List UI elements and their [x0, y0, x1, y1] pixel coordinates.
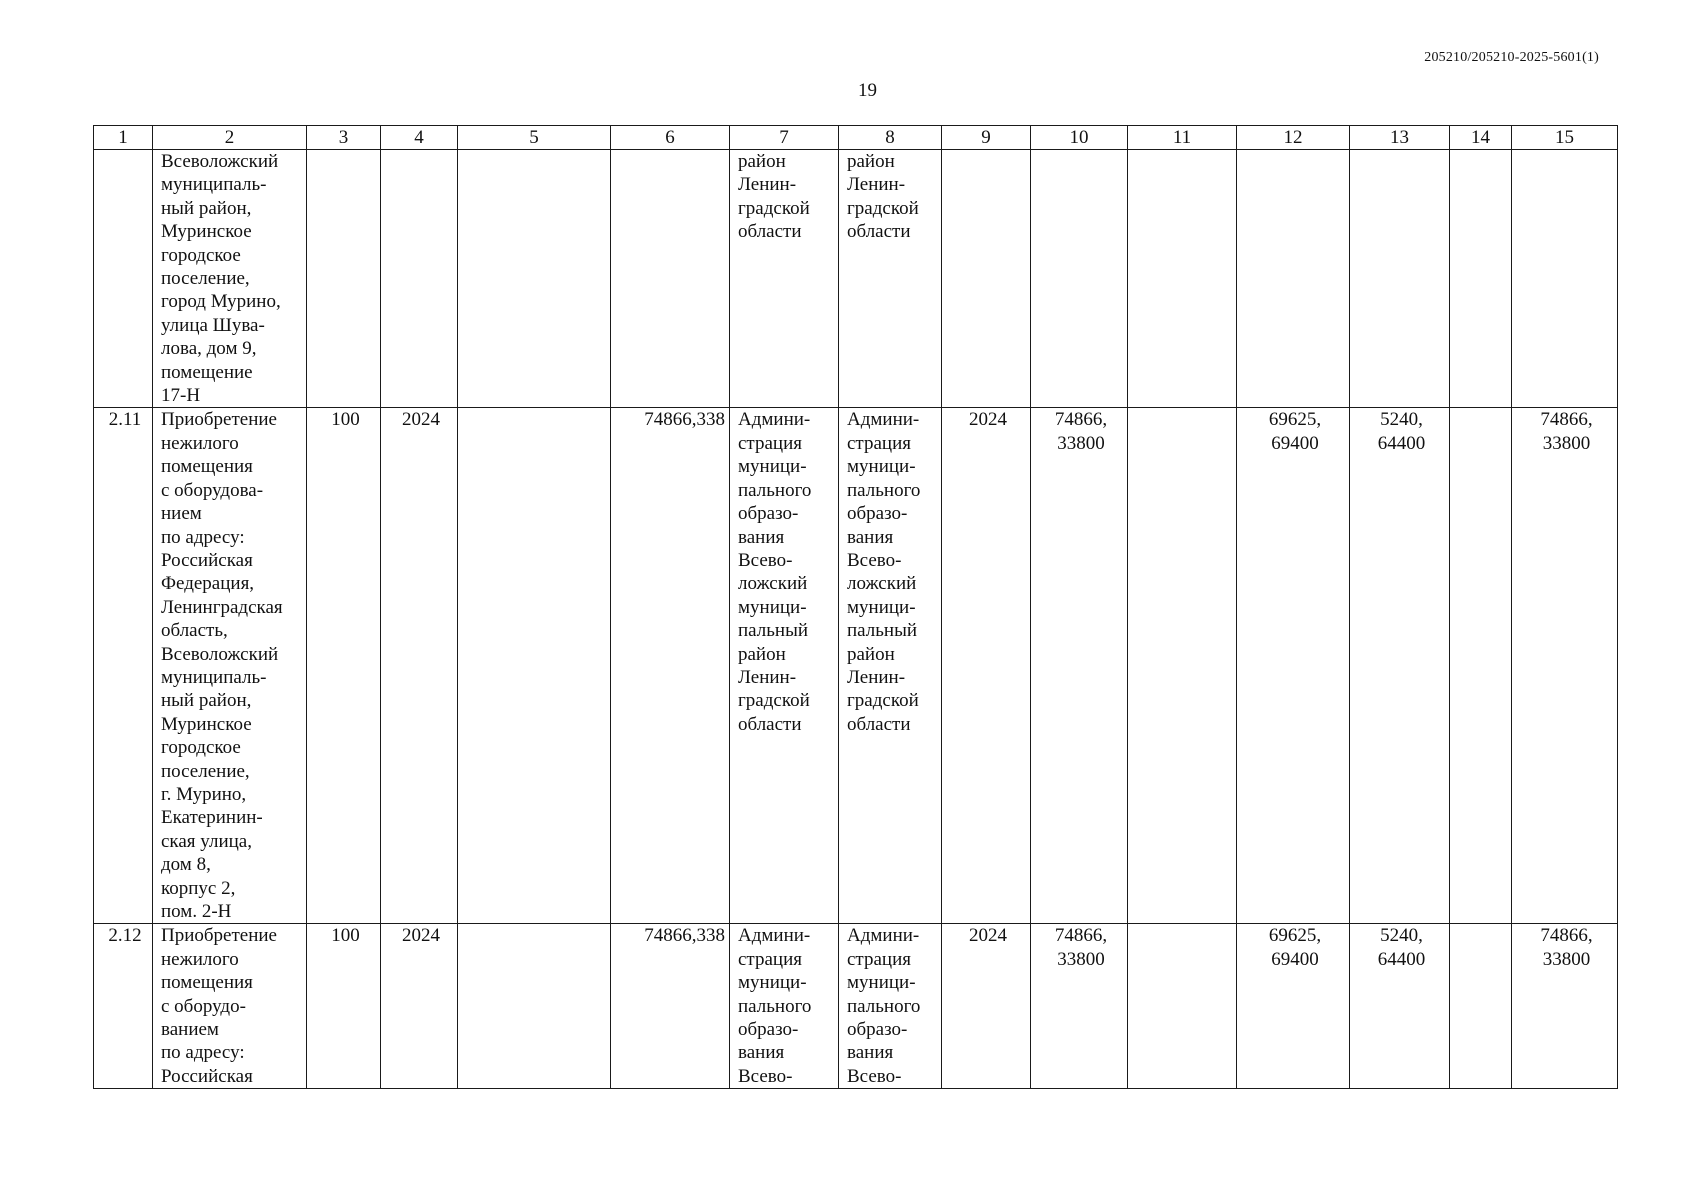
- cell-line: 33800: [1542, 948, 1591, 970]
- amount-total-cell: [1031, 408, 1128, 924]
- year-start-cell: 2024: [381, 408, 458, 924]
- total-cost-cell: 74866,338: [611, 924, 730, 1089]
- column-header: 12: [1237, 126, 1350, 150]
- cell-line: образо-: [847, 503, 908, 525]
- cell-line: муниципаль-: [161, 666, 267, 688]
- cell-line: район: [738, 643, 786, 665]
- cell-line: вания: [738, 1042, 785, 1064]
- row-number-cell: 2.12: [94, 924, 153, 1089]
- cell-line: Админи-: [738, 925, 811, 947]
- cell-line: городское: [161, 737, 241, 759]
- cell-line: Админи-: [738, 409, 811, 431]
- cell-line: страция: [738, 948, 802, 970]
- cell-line: 74866,: [1054, 925, 1108, 947]
- cell-line: пальный: [847, 620, 918, 642]
- customer-cell: [730, 924, 839, 1089]
- amount-sum-cell: [1512, 924, 1618, 1089]
- page-number: 19: [858, 80, 877, 101]
- cell-line: Российская: [161, 549, 253, 571]
- cell-line: Всеволожский: [161, 151, 279, 172]
- cell-line: Российская: [161, 1065, 253, 1087]
- developer-cell: [839, 408, 942, 924]
- cell-line: г. Мурино,: [161, 783, 247, 805]
- cell-line: дом 8,: [161, 854, 211, 876]
- cell-line: области: [847, 713, 911, 735]
- col-5-cell: [458, 408, 611, 924]
- cell-line: градской: [847, 197, 919, 219]
- cell-line: пального: [847, 995, 921, 1017]
- column-header: 2: [153, 126, 307, 150]
- cell-line: 74866,: [1540, 409, 1593, 431]
- col-11-cell: [1128, 150, 1237, 408]
- amount-total-cell: [1031, 150, 1128, 408]
- cell-line: Ленин-: [738, 174, 797, 196]
- cell-line: Всево-: [847, 549, 902, 571]
- cell-line: помещения: [161, 456, 253, 478]
- cell-line: 64400: [1377, 432, 1426, 454]
- cell-line: ложский: [738, 573, 808, 595]
- customer-cell: [730, 408, 839, 924]
- col-14-cell: [1450, 924, 1512, 1089]
- cell-line: поселение,: [161, 760, 250, 782]
- cell-line: пального: [847, 479, 921, 501]
- cell-line: ный район,: [161, 690, 252, 712]
- amount-regional-cell: [1237, 150, 1350, 408]
- col-14-cell: [1450, 150, 1512, 408]
- developer-cell: [839, 150, 942, 408]
- cell-line: муници-: [847, 596, 916, 618]
- cell-line: Админи-: [847, 409, 920, 431]
- percent-cell: 100: [307, 408, 381, 924]
- document-id: 205210/205210-2025-5601(1): [1424, 50, 1599, 65]
- cell-line: пом. 2-Н: [161, 901, 232, 922]
- cell-line: Ленинградская: [161, 596, 283, 618]
- table-body: [94, 150, 1618, 1089]
- total-cost-cell: 74866,338: [611, 408, 730, 924]
- cell-line: вания: [847, 1042, 894, 1064]
- cell-line: страция: [847, 948, 911, 970]
- amount-local-cell: [1350, 924, 1450, 1089]
- cell-line: градской: [738, 197, 810, 219]
- cell-line: город Мурино,: [161, 291, 281, 313]
- cell-line: ванием: [161, 1019, 219, 1041]
- year-start-cell: 2024: [381, 924, 458, 1089]
- budget-table: [93, 125, 1618, 1089]
- amount-sum-cell: [1512, 150, 1618, 408]
- cell-line: район: [847, 643, 895, 665]
- cell-line: Всево-: [738, 549, 793, 571]
- year-cell: 2024: [942, 408, 1031, 924]
- cell-line: образо-: [738, 503, 799, 525]
- cell-line: страция: [738, 432, 802, 454]
- cell-line: муници-: [847, 456, 916, 478]
- cell-line: 74866,: [1054, 409, 1108, 431]
- percent-cell: [307, 150, 381, 408]
- table-row: [94, 408, 1618, 924]
- cell-line: поселение,: [161, 268, 250, 290]
- cell-line: корпус 2,: [161, 877, 236, 899]
- cell-line: 5240,: [1380, 925, 1423, 947]
- header-row: [94, 126, 1618, 150]
- cell-line: 69625,: [1268, 925, 1322, 947]
- cell-line: помещение: [161, 361, 253, 383]
- cell-line: Екатеринин-: [161, 807, 263, 829]
- amount-total-cell: [1031, 924, 1128, 1089]
- cell-line: по адресу:: [161, 526, 245, 548]
- cell-line: ложский: [847, 573, 917, 595]
- cell-line: Муринское: [161, 713, 252, 735]
- col-11-cell: [1128, 924, 1237, 1089]
- cell-line: 17-Н: [161, 385, 201, 407]
- cell-line: Приобретение: [161, 409, 277, 431]
- cell-line: 33800: [1057, 432, 1105, 454]
- column-header: 14: [1450, 126, 1512, 150]
- cell-line: Всево-: [847, 1065, 902, 1087]
- cell-line: с оборудова-: [161, 479, 264, 501]
- cell-line: Муринское: [161, 221, 252, 243]
- cell-line: помещения: [161, 972, 253, 994]
- amount-sum-cell: [1512, 408, 1618, 924]
- cell-line: Всеволожский: [161, 643, 279, 665]
- cell-line: пального: [738, 479, 812, 501]
- cell-line: нием: [161, 503, 202, 525]
- cell-line: нежилого: [161, 948, 239, 970]
- cell-line: Ленин-: [738, 666, 797, 688]
- column-header: 1: [94, 126, 153, 150]
- amount-regional-cell: [1237, 924, 1350, 1089]
- cell-line: улица Шува-: [161, 314, 265, 336]
- object-description-cell: [153, 150, 307, 408]
- column-header: 13: [1350, 126, 1450, 150]
- cell-line: Админи-: [847, 925, 920, 947]
- column-header: 4: [381, 126, 458, 150]
- total-cost-cell: [611, 150, 730, 408]
- cell-line: пальный: [738, 620, 809, 642]
- cell-line: 69400: [1271, 432, 1319, 454]
- col-5-cell: [458, 150, 611, 408]
- cell-line: муници-: [738, 596, 807, 618]
- table-row: [94, 924, 1618, 1089]
- amount-local-cell: [1350, 408, 1450, 924]
- cell-line: области: [847, 221, 911, 243]
- row-number-cell: [94, 150, 153, 408]
- percent-cell: 100: [307, 924, 381, 1089]
- column-header: 5: [458, 126, 611, 150]
- column-header: 15: [1512, 126, 1618, 150]
- cell-line: образо-: [738, 1019, 799, 1041]
- cell-line: образо-: [847, 1019, 908, 1041]
- column-header: 7: [730, 126, 839, 150]
- cell-line: области: [738, 713, 802, 735]
- cell-line: вания: [738, 526, 785, 548]
- cell-line: муниципаль-: [161, 174, 267, 196]
- column-header: 6: [611, 126, 730, 150]
- cell-line: ская улица,: [161, 830, 252, 852]
- cell-line: области: [738, 221, 802, 243]
- cell-line: муници-: [847, 972, 916, 994]
- column-header: 8: [839, 126, 942, 150]
- customer-cell: [730, 150, 839, 408]
- cell-line: страция: [847, 432, 911, 454]
- cell-line: 69400: [1271, 948, 1319, 970]
- cell-line: 74866,: [1540, 925, 1593, 947]
- column-header: 3: [307, 126, 381, 150]
- col-14-cell: [1450, 408, 1512, 924]
- cell-line: ный район,: [161, 197, 252, 219]
- object-description-cell: [153, 924, 307, 1089]
- cell-line: муници-: [738, 972, 807, 994]
- cell-line: по адресу:: [161, 1042, 245, 1064]
- amount-local-cell: [1350, 150, 1450, 408]
- cell-line: вания: [847, 526, 894, 548]
- object-description-cell: [153, 408, 307, 924]
- col-5-cell: [458, 924, 611, 1089]
- cell-line: Ленин-: [847, 666, 906, 688]
- cell-line: 33800: [1057, 948, 1105, 970]
- year-cell: [942, 150, 1031, 408]
- cell-line: район: [847, 151, 895, 172]
- developer-cell: [839, 924, 942, 1089]
- year-start-cell: [381, 150, 458, 408]
- cell-line: градской: [738, 690, 810, 712]
- cell-line: Федерация,: [161, 573, 255, 595]
- row-number-cell: 2.11: [94, 408, 153, 924]
- cell-line: пального: [738, 995, 812, 1017]
- cell-line: градской: [847, 690, 919, 712]
- cell-line: лова, дом 9,: [161, 338, 257, 360]
- cell-line: городское: [161, 244, 241, 266]
- cell-line: Ленин-: [847, 174, 906, 196]
- cell-line: район: [738, 151, 786, 172]
- cell-line: 64400: [1377, 948, 1426, 970]
- table-row: [94, 150, 1618, 408]
- cell-line: нежилого: [161, 432, 239, 454]
- column-header: 10: [1031, 126, 1128, 150]
- cell-line: Приобретение: [161, 925, 277, 947]
- cell-line: 69625,: [1268, 409, 1322, 431]
- amount-regional-cell: [1237, 408, 1350, 924]
- cell-line: муници-: [738, 456, 807, 478]
- cell-line: 33800: [1542, 432, 1591, 454]
- cell-line: область,: [161, 620, 228, 642]
- year-cell: 2024: [942, 924, 1031, 1089]
- cell-line: Всево-: [738, 1065, 793, 1087]
- cell-line: 5240,: [1380, 409, 1423, 431]
- col-11-cell: [1128, 408, 1237, 924]
- column-header: 9: [942, 126, 1031, 150]
- cell-line: с оборудо-: [161, 995, 246, 1017]
- column-header: 11: [1128, 126, 1237, 150]
